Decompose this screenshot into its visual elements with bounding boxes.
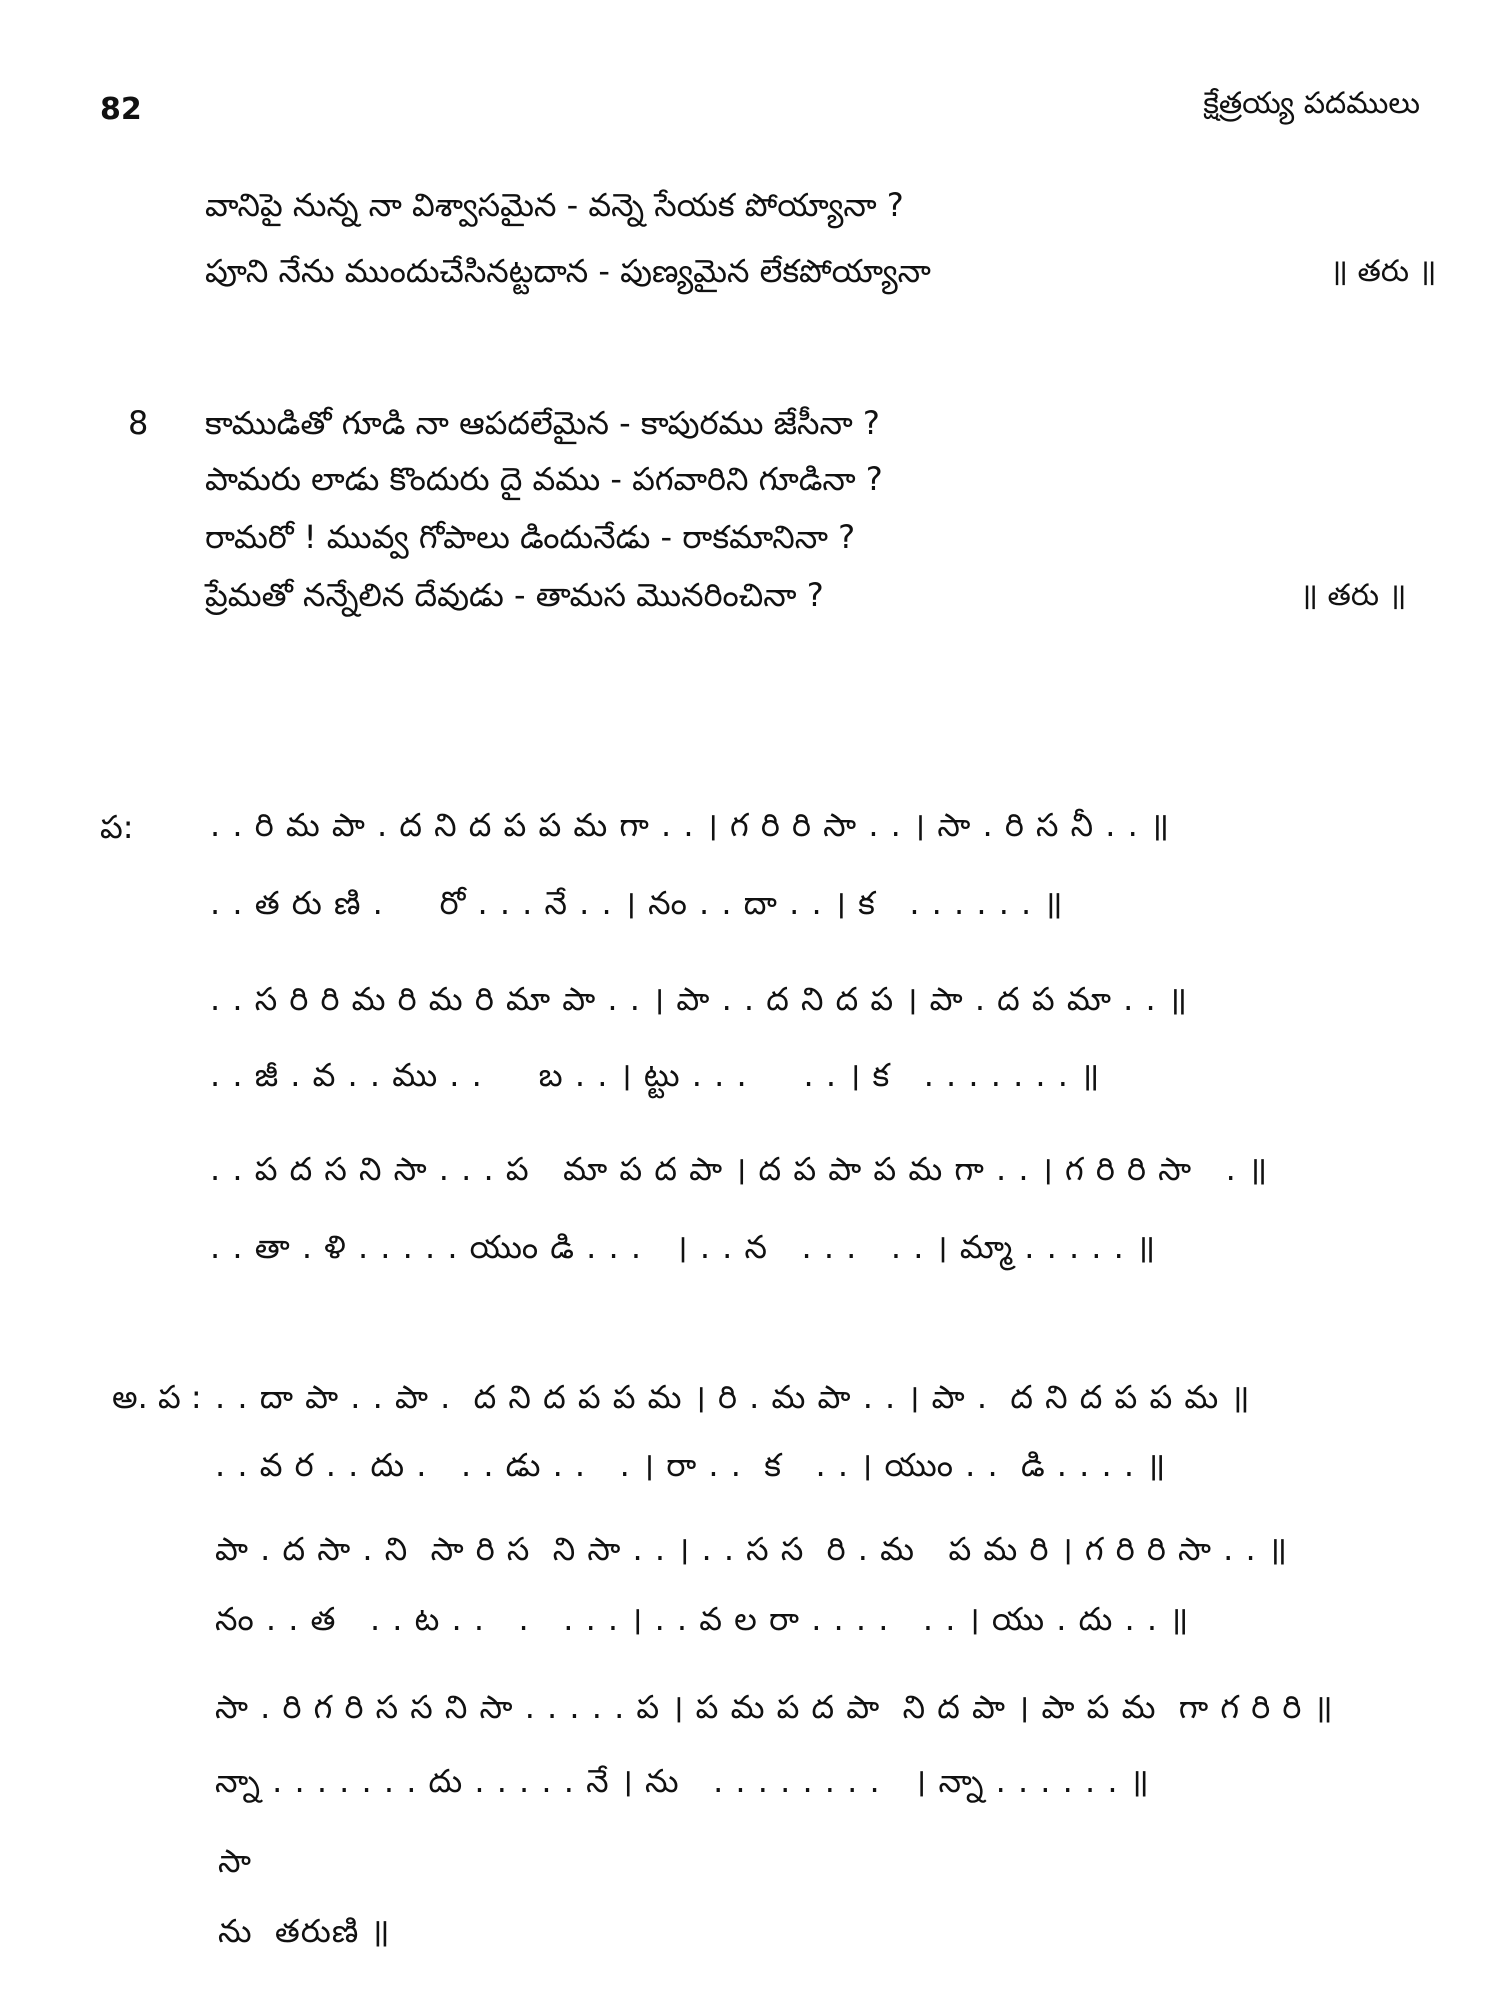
running-title: క్షేత్రయ్య పదములు bbox=[1203, 86, 1420, 121]
verse-8-line-3: రామరో ! మువ్వ గోపాలు డిందునేడు - రాకమానినా ? bbox=[205, 518, 856, 556]
verse-7-refrain: ॥ తరు ॥ bbox=[1330, 254, 1437, 289]
anupallavi-sahitya-line-3: న్నా . . . . . . . దు . . . . . నే । ను . . . . . . . . । న్నా . . . . . . ॥ bbox=[215, 1762, 1150, 1800]
anupallavi-label: అ. ప : bbox=[112, 1378, 202, 1416]
anupallavi-swara-line-3: సా . రి గ రి స స ని సా . . . . . ప । ప మ ప ద పా ని ద పా । పా ప మ గా గ రి రి ॥ bbox=[215, 1688, 1334, 1726]
pallavi-swara-line-3: . . ప ద స ని సా . . . ప మా ప ద పా । ద ప పా ప మ గా . . । గ రి రి సా . ॥ bbox=[210, 1150, 1269, 1188]
verse-7-line-2: పూని నేను ముందుచేసినట్టదాన - పుణ్యమైన లేకపోయ్యానా bbox=[205, 252, 931, 290]
verse-8-number: 8 bbox=[128, 404, 149, 442]
verse-8-line-4: ప్రేమతో నన్నేలిన దేవుడు - తామస మొనరించినా ? bbox=[205, 576, 824, 614]
anupallavi-swara-line-2: పా . ద సా . ని సా రి స ని సా . . । . . స స రి . మ ప మ రి । గ రి రి సా . . ॥ bbox=[215, 1530, 1289, 1568]
pallavi-sahitya-line-1: . . త రు ణి . రో . . . నే . . । నం . . దా . . । క . . . . . . ॥ bbox=[210, 884, 1064, 922]
verse-7-line-1: వానిపై నున్న నా విశ్వాసమైన - వన్నె సేయక పోయ్యానా ? bbox=[205, 186, 904, 224]
verse-8-refrain: ॥ తరు ॥ bbox=[1300, 578, 1407, 613]
pallavi-label: ప: bbox=[100, 808, 134, 846]
pallavi-swara-line-2: . . స రి రి మ రి మ రి మా పా . . । పా . . ద ని ద ప । పా . ద ప మా . . ॥ bbox=[210, 980, 1189, 1018]
pallavi-swara-line-1: . . రి మ పా . ద ని ద ప ప మ గా . . । గ రి రి సా . . । సా . రి స నీ . . ॥ bbox=[210, 806, 1171, 844]
ending-swara: సా bbox=[218, 1842, 252, 1880]
pallavi-sahitya-line-2: . . జీ . వ . . ము . . బ . . । ట్టు . . . . . । క . . . . . . . ॥ bbox=[210, 1056, 1101, 1094]
verse-8-line-2: పామరు లాడు కొందురు దై వము - పగవారిని గూడినా ? bbox=[205, 460, 883, 498]
verse-8-line-1: కాముడితో గూడి నా ఆపదలేమైన - కాపురము జేసీనా ? bbox=[205, 404, 880, 442]
anupallavi-sahitya-line-1: . . వ ర . . దు . . . డు . . . । రా . . క . . । యుం . . డి . . . . ॥ bbox=[215, 1446, 1167, 1484]
pallavi-sahitya-line-3: . . తా . ళి . . . . . యుం డి . . . । . . న . . . . . । మ్మా . . . . . ॥ bbox=[210, 1228, 1157, 1266]
page-number: 82 bbox=[100, 92, 142, 127]
anupallavi-sahitya-line-2: నం . . త . . ట . . . . . . । . . వ ల రా . . . . . . । యు . దు . . ॥ bbox=[215, 1600, 1190, 1638]
ending-sahitya: ను తరుణి ॥ bbox=[218, 1912, 391, 1950]
anupallavi-swara-line-1: . . దా పా . . పా . ద ని ద ప ప మ । రి . మ పా . . । పా . ద ని ద ప ప మ ॥ bbox=[215, 1378, 1251, 1416]
